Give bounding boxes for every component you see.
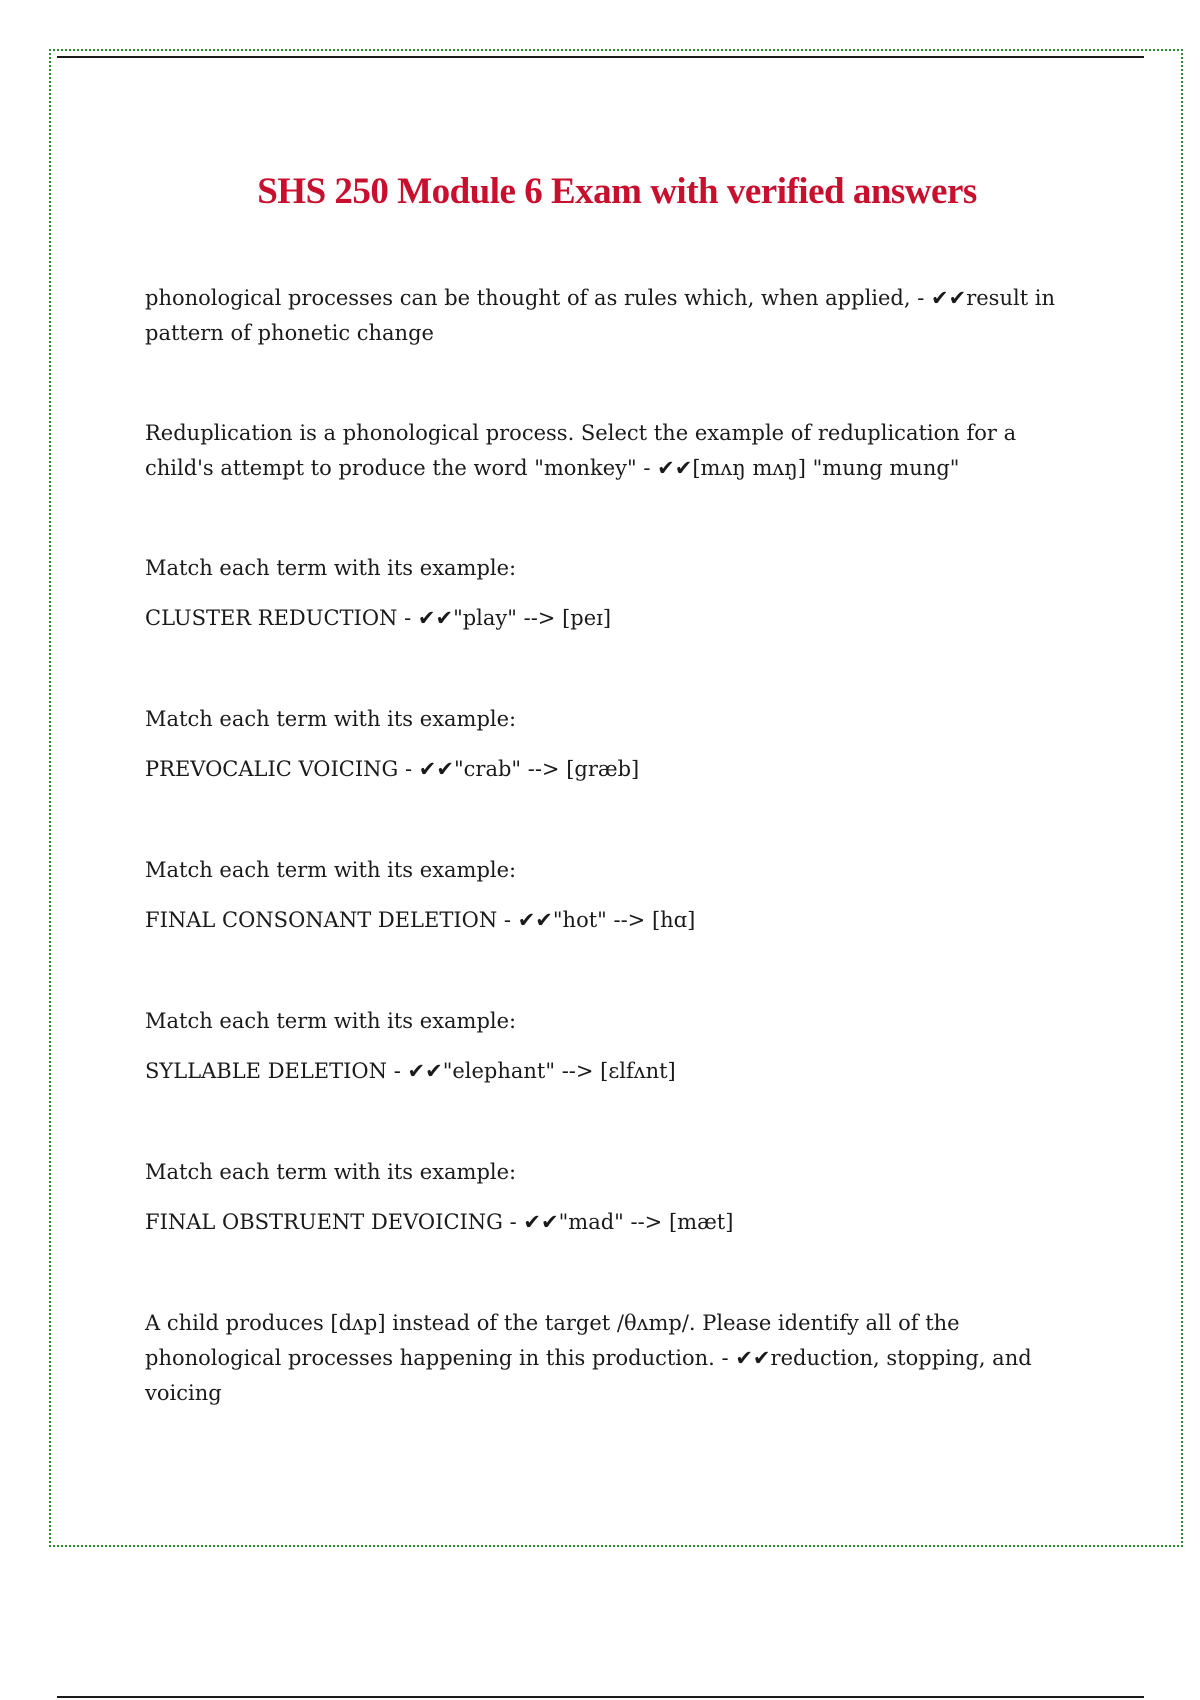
- qa-list: [145, 281, 1085, 1476]
- answer: result in pattern of phonetic change: [145, 286, 1056, 345]
- term: FINAL OBSTRUENT DEVOICING: [145, 1210, 503, 1234]
- answer: "play" --> [peɪ]: [453, 606, 612, 630]
- separator: -: [636, 456, 658, 480]
- answer: reduction, stopping, and voicing: [145, 1346, 1032, 1405]
- term: PREVOCALIC VOICING: [145, 757, 399, 781]
- separator: -: [502, 1210, 524, 1234]
- separator: -: [397, 606, 418, 630]
- separator: -: [910, 286, 931, 310]
- match-prompt: Match each term with its example:: [145, 707, 517, 731]
- question: phonological processes can be thought of as rules which, when applied,: [145, 286, 911, 310]
- separator: -: [714, 1346, 736, 1370]
- answer: "mad" --> [mæt]: [558, 1210, 734, 1234]
- check-icon: ✔✔: [523, 1210, 559, 1234]
- term: CLUSTER REDUCTION: [145, 606, 398, 630]
- check-icon: ✔✔: [657, 456, 693, 480]
- answer: "crab" --> [græb]: [453, 757, 640, 781]
- separator: -: [387, 1059, 408, 1083]
- answer: "hot" --> [hɑ]: [552, 908, 696, 932]
- qa-item-5: [145, 853, 1085, 938]
- separator: -: [398, 757, 419, 781]
- match-prompt: Match each term with its example:: [145, 556, 517, 580]
- answer: "elephant" --> [ɛlfʌnt]: [442, 1059, 676, 1083]
- qa-item-4: [145, 702, 1085, 787]
- qa-item-3: [145, 551, 1085, 636]
- check-icon: ✔✔: [931, 286, 967, 310]
- match-prompt: Match each term with its example:: [145, 858, 517, 882]
- qa-item-1: [145, 281, 1085, 351]
- bottom-rule: [57, 1696, 1144, 1698]
- term: FINAL CONSONANT DELETION: [145, 908, 498, 932]
- term: SYLLABLE DELETION: [145, 1059, 388, 1083]
- qa-item-2: [145, 416, 1085, 486]
- qa-item-7: [145, 1155, 1085, 1240]
- match-prompt: Match each term with its example:: [145, 1160, 517, 1184]
- document-title: SHS 250 Module 6 Exam with verified answers: [257, 170, 977, 212]
- question: A child produces [dʌp] instead of the target /θʌmp/. Please identify all of the phonological processes happening in this production.: [145, 1311, 960, 1370]
- check-icon: ✔✔: [418, 757, 454, 781]
- top-rule: [57, 56, 1144, 58]
- check-icon: ✔✔: [517, 908, 553, 932]
- match-prompt: Match each term with its example:: [145, 1009, 517, 1033]
- check-icon: ✔✔: [407, 1059, 443, 1083]
- separator: -: [497, 908, 518, 932]
- check-icon: ✔✔: [735, 1346, 771, 1370]
- check-icon: ✔✔: [417, 606, 454, 630]
- qa-item-8: [145, 1306, 1085, 1411]
- question: Reduplication is a phonological process. Select the example of reduplication for a child's attempt to produce the word "monkey": [145, 421, 1017, 480]
- answer: [mʌŋ mʌŋ] "mung mung": [692, 456, 960, 480]
- qa-item-6: [145, 1004, 1085, 1089]
